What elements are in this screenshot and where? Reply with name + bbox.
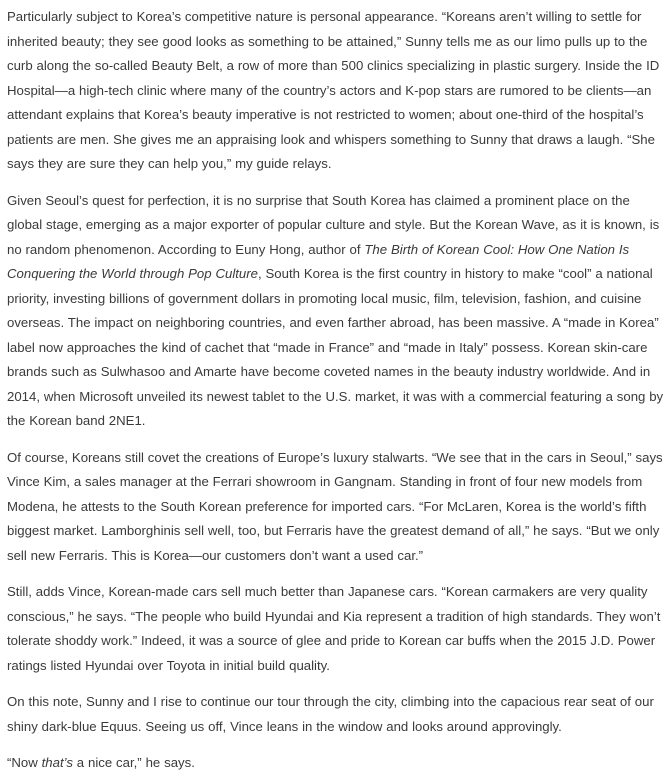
paragraph-ferrari-showroom xyxy=(7,446,665,569)
paragraph-equus-tour xyxy=(7,690,665,739)
paragraph-korean-wave xyxy=(7,189,665,434)
book-title: The Birth of Korean Cool: How One Nation Is Conquering the World through Pop Culture xyxy=(7,241,630,281)
emphasis-text: that’s xyxy=(41,755,73,770)
paragraph-text: , South Korea is the first country in history to make “cool” a national priority, investing billions of government dollars in promoting local music, film, television, fashion, and cuisine overseas. The impact on neighboring countries, and even farther abroad, has been massive. A “made in Korea” label now approaches the kind of cachet that “made in France” and “made in Italy” possess. Korean skin-care brands such as Sulwhasoo and Amarte have become coveted names in the beauty industry worldwide. And in 2014, when Microsoft unveiled its newest tablet to the U.S. market, it was with a commercial featuring a song by the Korean band 2NE1. xyxy=(7,266,664,428)
paragraph-korean-carmakers xyxy=(7,580,665,678)
paragraph-text: Particularly subject to Korea’s competitive nature is personal appearance. “Koreans aren’t willing to settle for inherited beauty; they see good looks as something to be attained,” Sunny tells me as our limo pulls up to the curb along the so-called Beauty Belt, a row of more than 500 clinics specializing in plastic surgery. Inside the ID Hospital—a high-tech clinic where many of the country’s actors and K-pop stars are rumored to be clients—an attendant explains that Korea’s beauty imperative is not restricted to women; about one-third of the hospital’s patients are men. She gives me an appraising look and whispers something to Sunny that draws a laugh. “She says they are sure they can help you,” my guide relays. xyxy=(7,9,660,171)
paragraph-text: a nice car,” he says. xyxy=(72,755,195,770)
paragraph-text: On this note, Sunny and I rise to continue our tour through the city, climbing into the capacious rear seat of our shiny dark-blue Equus. Seeing us off, Vince leans in the window and looks around approvingly. xyxy=(7,694,654,734)
paragraph-text: Still, adds Vince, Korean-made cars sell much better than Japanese cars. “Korean carmakers are very quality conscious,” he says. “The people who build Hyundai and Kia represent a tradition of high standards. They won’t tolerate shoddy work.” Indeed, it was a source of glee and pride to Korean car buffs when the 2015 J.D. Power ratings listed Hyundai over Toyota in initial build quality. xyxy=(7,584,661,673)
paragraph-text: “Now xyxy=(7,755,42,770)
paragraph-text: Of course, Koreans still covet the creations of Europe’s luxury stalwarts. “We see that in the cars in Seoul,” says Vince Kim, a sales manager at the Ferrari showroom in Gangnam. Standing in front of four new models from Modena, he attests to the South Korean preference for imported cars. “For McLaren, Korea is the world’s fifth biggest market. Lamborghinis sell well, too, but Ferraris have the greatest demand of all,” he says. “But we only sell new Ferraris. This is Korea—our customers don’t want a used car.” xyxy=(7,449,663,563)
paragraph-beauty-belt xyxy=(7,5,665,177)
paragraph-nice-car-quote xyxy=(7,751,665,776)
paragraph-text: Given Seoul’s quest for perfection, it is no surprise that South Korea has claimed a prominent place on the global stage, emerging as a major exporter of popular culture and style. But the Korean Wave, as it is known, is no random phenomenon. According to Euny Hong, author of xyxy=(7,192,660,257)
